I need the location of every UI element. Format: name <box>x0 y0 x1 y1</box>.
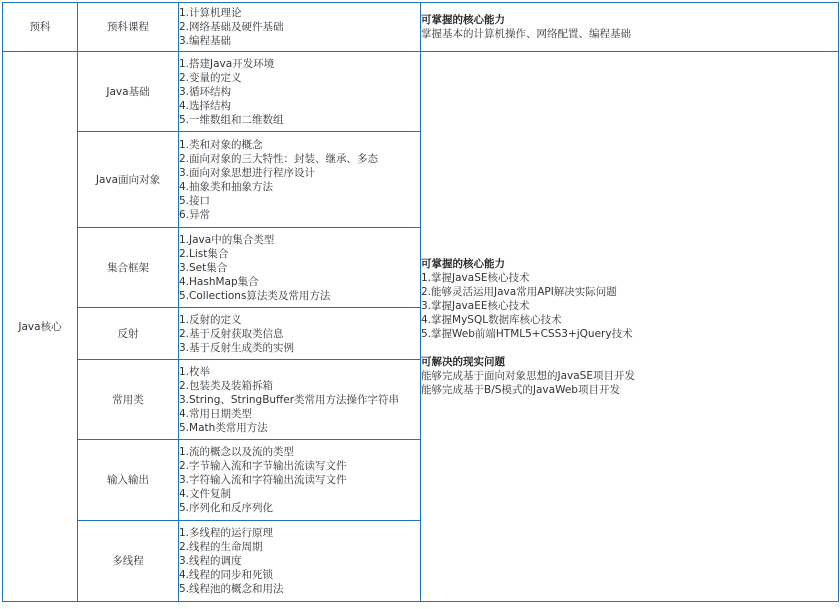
spacer <box>421 341 838 355</box>
ability-item: 4.掌握MySQL数据库核心技术 <box>421 313 562 326</box>
problem-item: 能够完成基于B/S模式的JavaWeb项目开发 <box>421 383 620 396</box>
topic-item: 3.线程的调度 <box>179 555 242 567</box>
topic-item: 1.搭建Java开发环境 <box>179 57 275 70</box>
topic-item: 3.Set集合 <box>179 261 228 274</box>
topic-item: 5.序列化和反序列化 <box>179 502 274 514</box>
topic-item: 5.Collections算法类及常用方法 <box>179 289 331 302</box>
course-topics <box>179 440 421 521</box>
course-name: 输入输出 <box>78 440 179 521</box>
course-topics <box>179 308 421 360</box>
topic-item: 6.异常 <box>179 208 211 221</box>
course-topics <box>179 228 421 308</box>
course-topics <box>179 3 421 52</box>
course-name: Java面向对象 <box>78 132 179 228</box>
problem-item: 能够完成基于面向对象思想的JavaSE项目开发 <box>421 369 635 382</box>
topic-item: 2.List集合 <box>179 247 229 260</box>
topic-item: 2.线程的生命周期 <box>179 541 263 553</box>
phase-cell-core: Java核心 <box>3 52 78 602</box>
topic-item: 5.一维数组和二维数组 <box>179 113 284 126</box>
table-row <box>3 3 839 52</box>
course-name: 反射 <box>78 308 179 360</box>
topic-item: 2.基于反射获取类信息 <box>179 327 284 340</box>
course-name: 预科课程 <box>78 3 179 52</box>
topic-item: 1.反射的定义 <box>179 313 242 326</box>
ability-item: 2.能够灵活运用Java常用API解决实际问题 <box>421 285 617 298</box>
topic-item: 1.枚举 <box>179 365 211 378</box>
topic-item: 1.流的概念以及流的类型 <box>179 446 295 458</box>
topic-item: 2.网络基础及硬件基础 <box>179 21 284 33</box>
topic-item: 4.文件复制 <box>179 488 232 500</box>
course-topics <box>179 521 421 602</box>
ability-item: 1.掌握JavaSE核心技术 <box>421 271 530 284</box>
course-topics <box>179 360 421 440</box>
topic-item: 5.Math类常用方法 <box>179 421 268 434</box>
topic-item: 4.选择结构 <box>179 99 232 112</box>
topic-item: 1.类和对象的概念 <box>179 138 263 151</box>
course-topics <box>179 132 421 228</box>
topic-item: 2.包装类及装箱拆箱 <box>179 379 274 392</box>
course-name: 常用类 <box>78 360 179 440</box>
curriculum-table <box>2 2 839 602</box>
topic-item: 4.HashMap集合 <box>179 275 259 288</box>
table-row <box>3 52 839 132</box>
topic-item: 5.接口 <box>179 194 211 207</box>
topic-item: 2.面向对象的三大特性：封装、继承、多态 <box>179 152 379 165</box>
topic-item: 2.字节输入流和字节输出流读写文件 <box>179 460 347 472</box>
topic-item: 3.循环结构 <box>179 85 232 98</box>
topic-item: 4.抽象类和抽象方法 <box>179 180 274 193</box>
topic-item: 3.面向对象思想进行程序设计 <box>179 166 316 179</box>
course-name: 多线程 <box>78 521 179 602</box>
problems-title: 可解决的现实问题 <box>421 355 505 368</box>
course-name: Java基础 <box>78 52 179 132</box>
topic-item: 1.多线程的运行原理 <box>179 527 274 539</box>
ability-text: 掌握基本的计算机操作、网络配置、编程基础 <box>421 28 631 40</box>
topic-item: 4.线程的同步和死锁 <box>179 569 274 581</box>
topic-item: 3.基于反射生成类的实例 <box>179 341 295 354</box>
topic-item: 3.String、StringBuffer类常用方法操作字符串 <box>179 393 400 406</box>
ability-title: 可掌握的核心能力 <box>421 14 505 26</box>
ability-item: 5.掌握Web前端HTML5+CSS3+jQuery技术 <box>421 327 633 340</box>
course-topics <box>179 52 421 132</box>
ability-title: 可掌握的核心能力 <box>421 257 505 270</box>
ability-item: 3.掌握JavaEE核心技术 <box>421 299 530 312</box>
topic-item: 4.常用日期类型 <box>179 407 253 420</box>
topic-item: 5.线程池的概念和用法 <box>179 583 284 595</box>
prep-ability-cell <box>421 3 839 52</box>
phase-cell-prep: 预科 <box>3 3 78 52</box>
course-name: 集合框架 <box>78 228 179 308</box>
topic-item: 2.变量的定义 <box>179 71 242 84</box>
topic-item: 1.计算机理论 <box>179 7 242 19</box>
core-ability-cell <box>421 52 839 602</box>
topic-item: 3.编程基础 <box>179 35 232 47</box>
topic-item: 3.字符输入流和字符输出流读写文件 <box>179 474 347 486</box>
topic-item: 1.Java中的集合类型 <box>179 233 275 246</box>
